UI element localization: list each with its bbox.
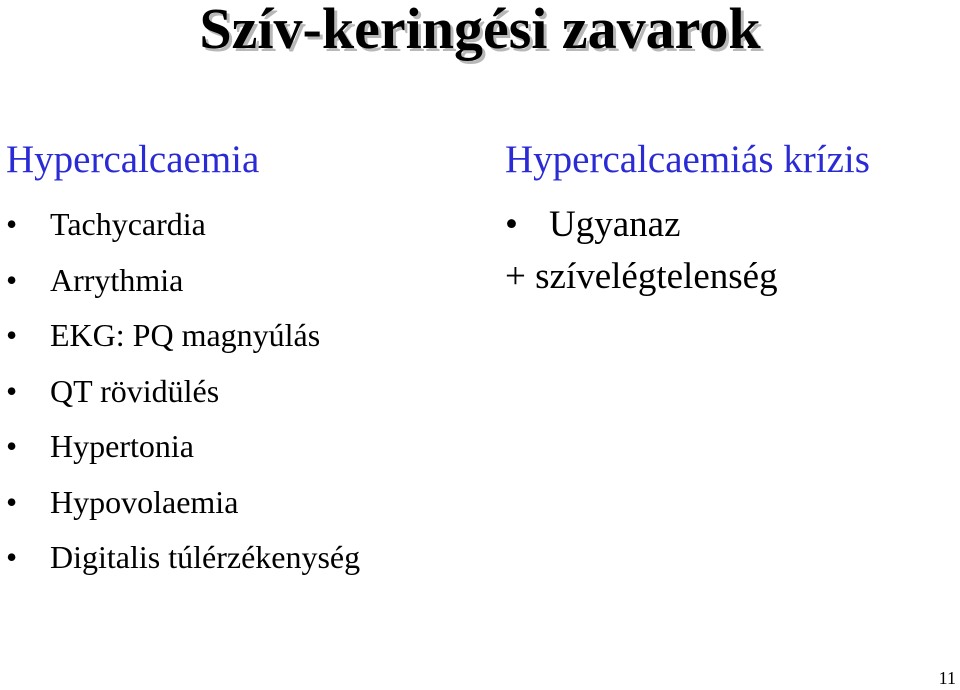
bullet-icon: • [6, 483, 18, 520]
bullet-icon: • [6, 428, 18, 464]
left-column [6, 138, 476, 586]
page-number: 11 [938, 668, 956, 688]
bullet-icon: • [505, 204, 518, 245]
list-item-text: Arrythmia [50, 261, 184, 298]
list-item-text: Digitalis túlérzékenység [50, 539, 361, 575]
bullet-icon: • [6, 539, 18, 575]
list-item-text: Hypovolaemia [50, 483, 239, 520]
list-item [6, 419, 476, 475]
list-item-text: EKG: PQ magnyúlás [50, 317, 321, 353]
right-column [505, 138, 955, 298]
bullet-icon: • [6, 372, 18, 409]
bullet-icon: • [6, 317, 18, 353]
left-bullet-list [6, 197, 476, 586]
list-item-text: Ugyanaz [549, 204, 681, 245]
right-bullet-list [505, 196, 955, 254]
list-item-text: QT rövidülés [50, 372, 220, 409]
bullet-icon: • [6, 261, 18, 298]
slide-title: Szív-keringési zavarok [199, 0, 761, 61]
list-item [6, 197, 476, 253]
list-item [6, 364, 476, 420]
right-extra-line: + szívelégtelenség [505, 256, 778, 297]
list-item [6, 530, 476, 586]
list-item [6, 475, 476, 531]
left-column-heading: Hypercalcaemia [6, 138, 260, 181]
bullet-icon: • [6, 206, 18, 242]
list-item [505, 196, 955, 254]
list-item-text: Tachycardia [50, 206, 206, 242]
list-item-text: Hypertonia [50, 428, 194, 464]
list-item [6, 253, 476, 309]
right-column-heading: Hypercalcaemiás krízis [505, 138, 870, 181]
list-item [6, 308, 476, 364]
